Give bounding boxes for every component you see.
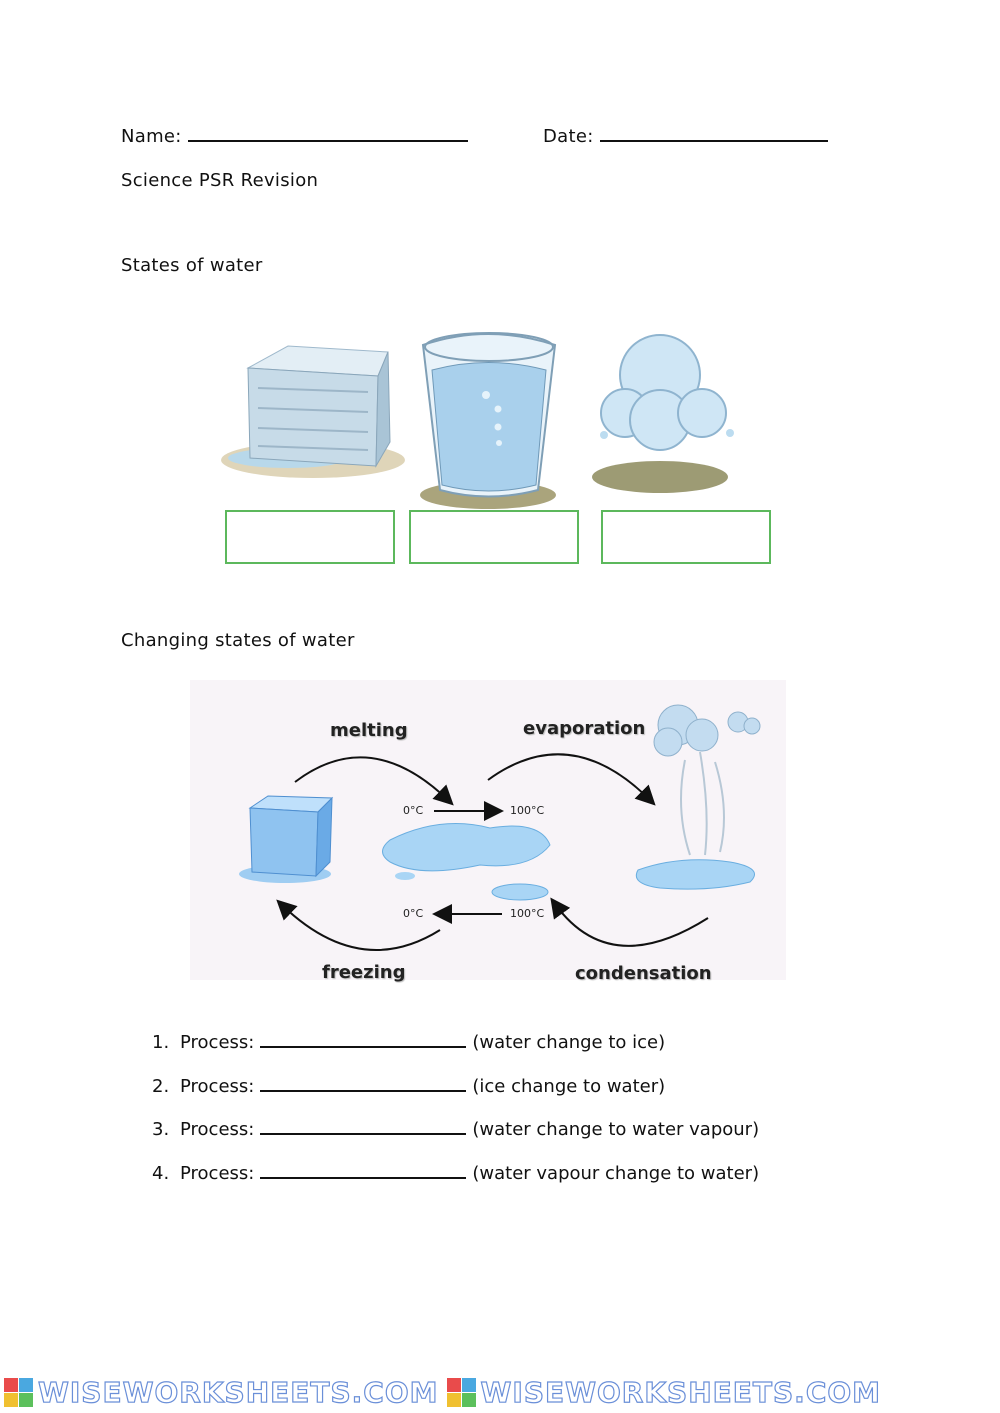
watermark-footer	[0, 1372, 1000, 1413]
glass-of-water-picture	[418, 325, 568, 510]
answer-line-2[interactable]	[260, 1076, 466, 1092]
answer-line-4[interactable]	[260, 1163, 466, 1179]
temp-0c-bottom: 0°C	[403, 907, 424, 920]
date-field-row	[543, 126, 828, 147]
answer-line-3[interactable]	[260, 1119, 466, 1135]
temp-0c-top: 0°C	[403, 804, 424, 817]
question-number: 3.	[152, 1119, 170, 1140]
process-label: Process:	[180, 1032, 255, 1053]
process-label: Process:	[180, 1163, 255, 1184]
diagram-artwork	[190, 680, 786, 980]
process-label: Process:	[180, 1076, 255, 1097]
name-input-line[interactable]	[188, 140, 468, 142]
changing-states-heading: Changing states of water	[121, 630, 355, 651]
question-4	[152, 1163, 759, 1184]
process-hint: (water change to ice)	[472, 1032, 666, 1053]
melting-label: melting	[330, 720, 408, 741]
wiseworksheets-logo-icon	[4, 1378, 34, 1408]
condensation-arrow	[555, 904, 708, 946]
evaporation-label: evaporation	[523, 718, 646, 739]
name-label: Name:	[121, 126, 182, 147]
temp-100c-top: 100°C	[510, 804, 545, 817]
condensation-label: condensation	[575, 963, 712, 984]
watermark-text: WISEWORKSHEETS.COM	[480, 1376, 882, 1409]
process-label: Process:	[180, 1119, 255, 1140]
question-number: 2.	[152, 1076, 170, 1097]
temp-100c-bottom: 100°C	[510, 907, 545, 920]
water-cycle-diagram	[190, 680, 786, 984]
question-3	[152, 1119, 759, 1140]
name-field-row	[121, 126, 468, 147]
answer-box-gas[interactable]	[601, 510, 771, 564]
question-number: 4.	[152, 1163, 170, 1184]
answer-box-solid[interactable]	[225, 510, 395, 564]
watermark-text: WISEWORKSHEETS.COM	[38, 1376, 439, 1409]
melting-arrow	[295, 757, 448, 800]
answer-line-1[interactable]	[260, 1032, 466, 1048]
wiseworksheets-logo-icon	[447, 1378, 477, 1408]
question-2	[152, 1076, 665, 1097]
process-hint: (ice change to water)	[472, 1076, 666, 1097]
question-number: 1.	[152, 1032, 170, 1053]
worksheet-subtitle: Science PSR Revision	[121, 170, 319, 191]
question-1	[152, 1032, 665, 1053]
answer-box-liquid[interactable]	[409, 510, 579, 564]
process-hint: (water vapour change to water)	[472, 1163, 760, 1184]
states-of-water-heading: States of water	[121, 255, 263, 276]
process-hint: (water change to water vapour)	[472, 1119, 760, 1140]
steam-cloud-picture	[590, 325, 750, 500]
evaporation-arrow	[488, 754, 650, 800]
date-input-line[interactable]	[600, 140, 828, 142]
ice-cube-picture	[218, 338, 408, 488]
date-label: Date:	[543, 126, 594, 147]
freezing-label: freezing	[322, 962, 406, 983]
